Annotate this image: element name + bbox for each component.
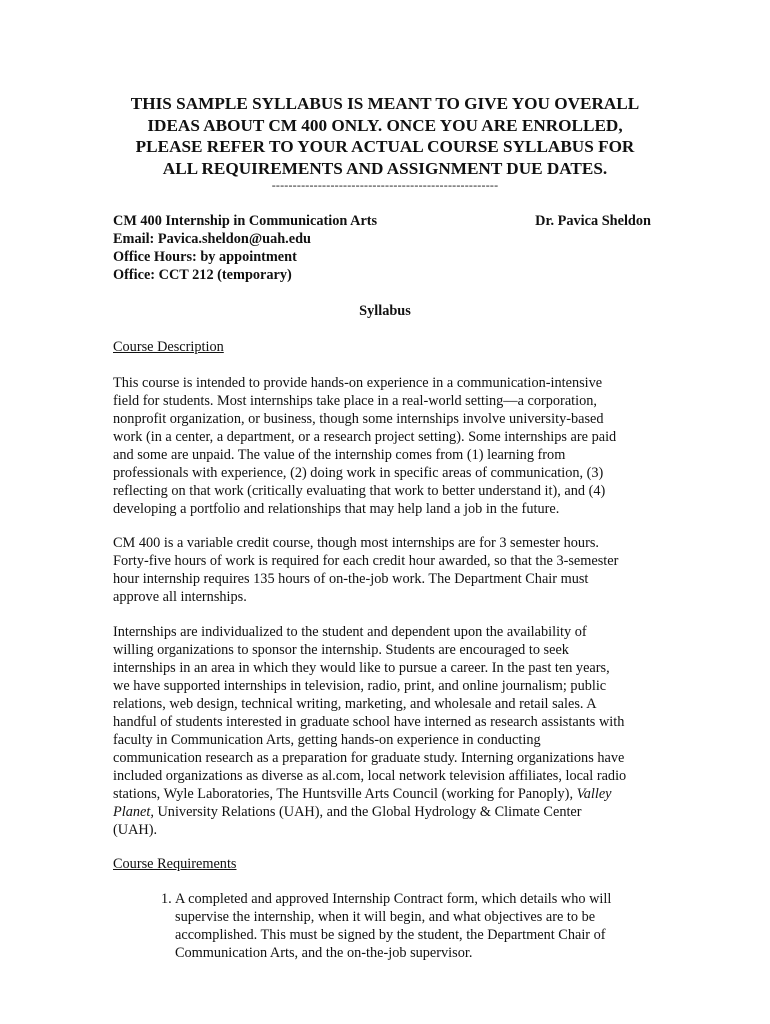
paragraph-line: relations, web design, technical writing, marketing, and wholesale and retail sales. A bbox=[113, 696, 597, 712]
paragraph-line: (UAH). bbox=[113, 822, 158, 838]
description-paragraph-1 bbox=[113, 374, 616, 518]
paragraph-line: handful of students interested in graduate school have interned as research assistants with bbox=[113, 714, 625, 730]
paragraph-line bbox=[113, 785, 626, 803]
paragraph-line: CM 400 is a variable credit course, though most internships are for 3 semester hours. bbox=[113, 535, 599, 551]
sample-syllabus-notice bbox=[100, 93, 670, 179]
paragraph-line: This course is intended to provide hands-on experience in a communication-intensive bbox=[113, 375, 603, 391]
paragraph-line: included organizations as diverse as al.com, local network television affiliates, local radio bbox=[113, 768, 627, 784]
paragraph-text: stations, Wyle Laboratories, The Huntsville Arts Council (working for Panoply), bbox=[113, 786, 574, 802]
page-title: Syllabus bbox=[359, 303, 411, 319]
course-title: CM 400 Internship in Communication Arts bbox=[113, 213, 378, 229]
notice-divider: ------------------------------------------------------ bbox=[271, 178, 499, 192]
paragraph-line: developing a portfolio and relationships that may help land a job in the future. bbox=[113, 501, 560, 517]
course-description-heading-wrap bbox=[113, 338, 224, 356]
course-description-heading: Course Description bbox=[113, 339, 224, 355]
paragraph-line: Forty-five hours of work is required for each credit hour awarded, so that the 3-semester bbox=[113, 553, 619, 569]
instructor-email: Email: Pavica.sheldon@uah.edu bbox=[113, 231, 311, 247]
paragraph-line: nonprofit organization, or business, though some internships involve university-based bbox=[113, 411, 604, 427]
office-hours: Office Hours: by appointment bbox=[113, 249, 297, 265]
paragraph-line: hour internship requires 135 hours of on-the-job work. The Department Chair must bbox=[113, 571, 589, 587]
requirement-line: supervise the internship, when it will begin, and what objectives are to be bbox=[175, 909, 596, 925]
italic-org-name: Valley bbox=[576, 786, 612, 802]
description-paragraph-2 bbox=[113, 534, 618, 606]
notice-line: THIS SAMPLE SYLLABUS IS MEANT TO GIVE YOU OVERALL bbox=[130, 94, 640, 113]
paragraph-line bbox=[113, 803, 626, 821]
paragraph-text: University Relations (UAH), and the Global Hydrology & Climate Center bbox=[153, 804, 582, 820]
description-paragraph-3 bbox=[113, 623, 626, 839]
course-requirements-heading: Course Requirements bbox=[113, 856, 237, 872]
paragraph-line: willing organizations to sponsor the internship. Students are encouraged to seek bbox=[113, 642, 569, 658]
italic-org-name: Planet, bbox=[113, 804, 154, 820]
course-info bbox=[113, 212, 377, 284]
paragraph-line: communication research as a preparation for graduate study. Interning organizations have bbox=[113, 750, 625, 766]
requirement-text bbox=[175, 890, 655, 962]
notice-line: PLEASE REFER TO YOUR ACTUAL COURSE SYLLABUS FOR bbox=[135, 137, 635, 157]
paragraph-line: reflecting on that work (critically evaluating that work to better understand it), and (4) bbox=[113, 483, 606, 499]
requirement-line: accomplished. This must be signed by the student, the Department Chair of bbox=[175, 927, 606, 943]
notice-line: ALL REQUIREMENTS AND ASSIGNMENT DUE DATES. bbox=[162, 158, 608, 178]
requirement-line: Communication Arts, and the on-the-job supervisor. bbox=[175, 945, 473, 961]
instructor-name: Dr. Pavica Sheldon bbox=[535, 213, 651, 229]
office-location: Office: CCT 212 (temporary) bbox=[113, 267, 292, 283]
course-requirements-heading-wrap bbox=[113, 855, 237, 873]
paragraph-line: internships in an area in which they would like to pursue a career. In the past ten years, bbox=[113, 660, 610, 676]
paragraph-line: work (in a center, a department, or a research project setting). Some internships are paid bbox=[113, 429, 617, 445]
paragraph-line: faculty in Communication Arts, getting hands-on experience in conducting bbox=[113, 732, 541, 748]
paragraph-line: we have supported internships in television, radio, print, and online journalism; public bbox=[113, 678, 607, 694]
paragraph-line: approve all internships. bbox=[113, 589, 247, 605]
requirement-number: 1. bbox=[161, 891, 172, 907]
paragraph-line: professionals with experience, (2) doing work in specific areas of communication, (3) bbox=[113, 465, 604, 481]
paragraph-line: field for students. Most internships take place in a real-world setting—a corporation, bbox=[113, 393, 597, 409]
paragraph-line: and some are unpaid. The value of the internship comes from (1) learning from bbox=[113, 447, 566, 463]
requirement-line: A completed and approved Internship Contract form, which details who will bbox=[175, 891, 612, 907]
paragraph-line: Internships are individualized to the student and dependent upon the availability of bbox=[113, 624, 587, 640]
notice-line: IDEAS ABOUT CM 400 ONLY. ONCE YOU ARE ENROLLED, bbox=[147, 115, 623, 135]
